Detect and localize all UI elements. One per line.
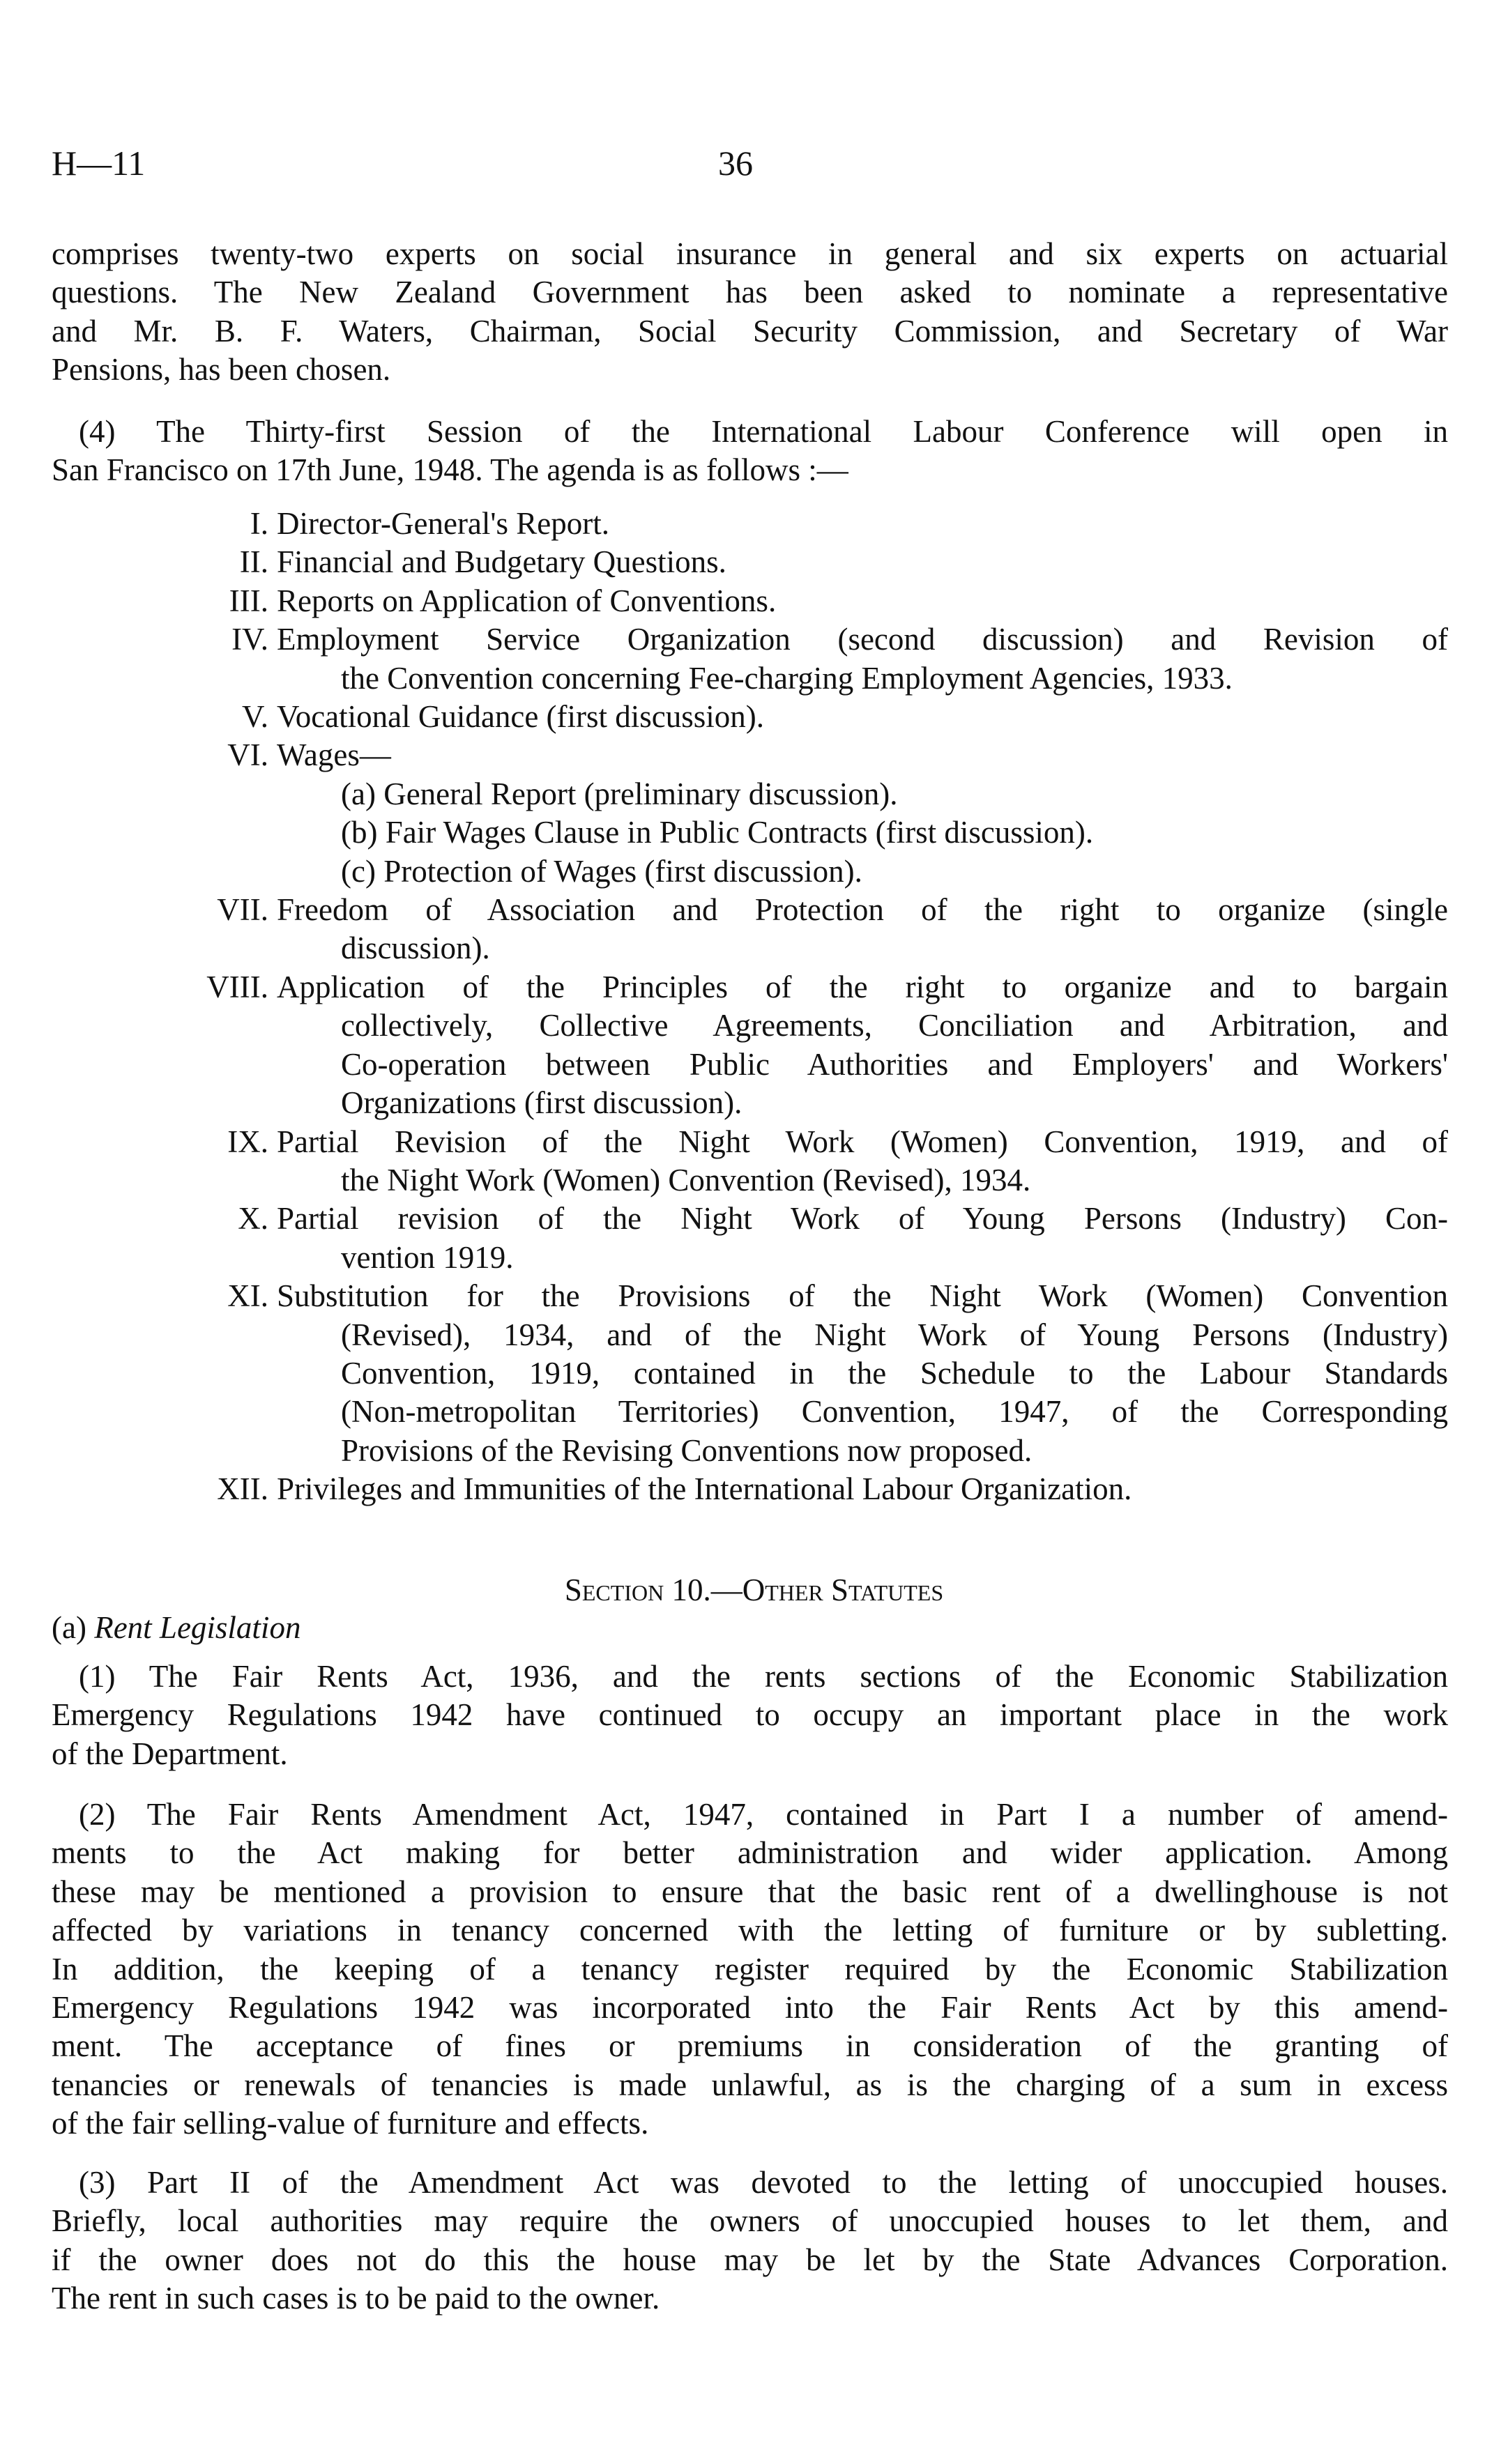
text-line: Emergency Regulations 1942 was incorporated into the Fair Rents Act by this amend- [52, 1990, 1448, 2026]
text-line: if the owner does not do this the house may be let by the State Advances Corporation. [52, 2242, 1448, 2277]
text-line: Privileges and Immunities of the International Labour Organization. [277, 1471, 1132, 1507]
subsection-title: Rent Legislation [94, 1610, 301, 1645]
agenda-item-number: VI. [227, 737, 268, 773]
agenda-item [52, 582, 1448, 620]
text-line: Briefly, local authorities may require the owners of unoccupied houses to let them, and [52, 2203, 1448, 2239]
agenda-item [52, 1470, 1448, 1508]
text-line: Provisions of the Revising Conventions now proposed. [341, 1432, 1033, 1468]
subsection-label: (a) [52, 1610, 86, 1645]
text-line: (2) The Fair Rents Amendment Act, 1947, contained in Part I a number of amend- [79, 1797, 1448, 1832]
agenda-item-text [277, 543, 1448, 581]
text-line: vention 1919. [341, 1239, 514, 1275]
agenda-item-number: II. [239, 544, 268, 580]
agenda-item [52, 620, 1448, 698]
text-line: affected by variations in tenancy concerned with the letting of furniture or by subletting. [52, 1913, 1448, 1948]
agenda-subitem: (b) Fair Wages Clause in Public Contracts (first discussion). [341, 815, 1094, 850]
text-line: Vocational Guidance (first discussion). [277, 699, 765, 735]
agenda-item [52, 505, 1448, 543]
agenda-subitem: (a) General Report (preliminary discussion). [341, 776, 898, 811]
text-line: Freedom of Association and Protection of the right to organize (single [277, 892, 1448, 928]
paragraph-rent-3 [52, 2164, 1448, 2318]
text-line: Financial and Budgetary Questions. [277, 544, 726, 580]
agenda-item [52, 736, 1448, 891]
text-line: Application of the Principles of the right to organize and to bargain [277, 969, 1448, 1004]
text-line: (4) The Thirty-first Session of the International Labour Conference will open in [79, 414, 1448, 449]
text-line: the Convention concerning Fee-charging Employment Agencies, 1933. [341, 660, 1233, 696]
agenda-item-text [277, 1470, 1448, 1508]
text-line: (3) Part II of the Amendment Act was devoted to the letting of unoccupied houses. [79, 2165, 1448, 2200]
agenda-item-number: IV. [231, 622, 268, 657]
agenda-list [52, 505, 1448, 1509]
agenda-item-text [277, 582, 1448, 620]
text-line: Wages— [277, 737, 391, 773]
agenda-item [52, 698, 1448, 736]
agenda-item-text [277, 1123, 1448, 1200]
text-line: discussion). [341, 931, 490, 966]
text-line: The rent in such cases is to be paid to the owner. [52, 2281, 660, 2316]
agenda-item-number: VIII. [206, 969, 268, 1004]
text-line: these may be mentioned a provision to ensure that the basic rent of a dwellinghouse is not [52, 1874, 1448, 1909]
agenda-item-text [277, 968, 1448, 1123]
agenda-item-number: V. [242, 699, 268, 735]
text-line: tenancies or renewals of tenancies is made unlawful, as is the charging of a sum in excess [52, 2067, 1448, 2102]
agenda-item-number: III. [229, 583, 268, 618]
text-line: comprises twenty-two experts on social insurance in general and six experts on actuarial [52, 236, 1448, 271]
text-line: the Night Work (Women) Convention (Revised), 1934. [341, 1162, 1031, 1197]
agenda-item-text [277, 698, 1448, 736]
agenda-item [52, 1123, 1448, 1200]
text-line: of the fair selling-value of furniture and effects. [52, 2106, 649, 2141]
text-line: of the Department. [52, 1736, 288, 1771]
text-line: Organizations (first discussion). [341, 1085, 742, 1121]
text-line: Convention, 1919, contained in the Schedule to the Labour Standards [341, 1355, 1448, 1391]
text-line: Reports on Application of Conventions. [277, 583, 777, 618]
text-line: (Non-metropolitan Territories) Convention, 1947, of the Corresponding [341, 1394, 1448, 1430]
paragraph-ilo-session [52, 413, 1448, 490]
agenda-item [52, 891, 1448, 968]
agenda-item-text [277, 505, 1448, 543]
document-reference: H—11 [52, 144, 146, 183]
text-line: Partial revision of the Night Work of Young Persons (Industry) Con- [277, 1201, 1448, 1237]
agenda-item-number: VII. [217, 892, 268, 928]
text-line: In addition, the keeping of a tenancy register required by the Economic Stabilization [52, 1951, 1448, 1987]
agenda-item [52, 1277, 1448, 1470]
agenda-item-number: XI. [227, 1278, 268, 1314]
text-line: Director-General's Report. [277, 506, 610, 541]
agenda-item [52, 968, 1448, 1123]
subsection-heading [52, 1609, 300, 1647]
agenda-item-text [277, 1277, 1448, 1470]
text-line: Partial Revision of the Night Work (Women) Convention, 1919, and of [277, 1124, 1448, 1159]
text-line: questions. The New Zealand Government has been asked to nominate a representative [52, 275, 1448, 310]
agenda-subitem: (c) Protection of Wages (first discussion). [341, 853, 862, 889]
agenda-item-text [277, 1200, 1448, 1277]
paragraph-rent-1 [52, 1658, 1448, 1773]
agenda-item-number: X. [238, 1201, 268, 1237]
text-line: (Revised), 1934, and of the Night Work of Young Persons (Industry) [341, 1317, 1448, 1352]
text-line: collectively, Collective Agreements, Conciliation and Arbitration, and [341, 1008, 1448, 1043]
agenda-item-text [277, 736, 1448, 774]
agenda-item-number: I. [250, 506, 268, 541]
text-line: Employment Service Organization (second discussion) and Revision of [277, 622, 1448, 657]
agenda-item-text [277, 620, 1448, 698]
text-line: (1) The Fair Rents Act, 1936, and the rents sections of the Economic Stabilization [79, 1659, 1448, 1694]
page-number: 36 [718, 144, 753, 183]
text-line: Emergency Regulations 1942 have continued to occupy an important place in the work [52, 1697, 1448, 1733]
paragraph-continued [52, 235, 1448, 390]
agenda-item [52, 543, 1448, 581]
text-line: Pensions, has been chosen. [52, 352, 391, 388]
text-line: San Francisco on 17th June, 1948. The agenda is as follows :— [52, 452, 848, 488]
agenda-item [52, 1200, 1448, 1277]
section-heading: Section 10.—Other Statutes [564, 1572, 944, 1607]
text-line: ments to the Act making for better administration and wider application. Among [52, 1835, 1448, 1871]
paragraph-rent-2 [52, 1796, 1448, 2143]
text-line: and Mr. B. F. Waters, Chairman, Social Security Commission, and Secretary of War [52, 313, 1448, 349]
agenda-item-number: IX. [227, 1124, 268, 1159]
agenda-item-text [277, 891, 1448, 968]
text-line: Substitution for the Provisions of the Night Work (Women) Convention [277, 1278, 1448, 1314]
agenda-item-number: XII. [217, 1471, 268, 1507]
text-line: Co-operation between Public Authorities and Employers' and Workers' [341, 1046, 1448, 1082]
text-line: ment. The acceptance of fines or premiums in consideration of the granting of [52, 2028, 1448, 2064]
